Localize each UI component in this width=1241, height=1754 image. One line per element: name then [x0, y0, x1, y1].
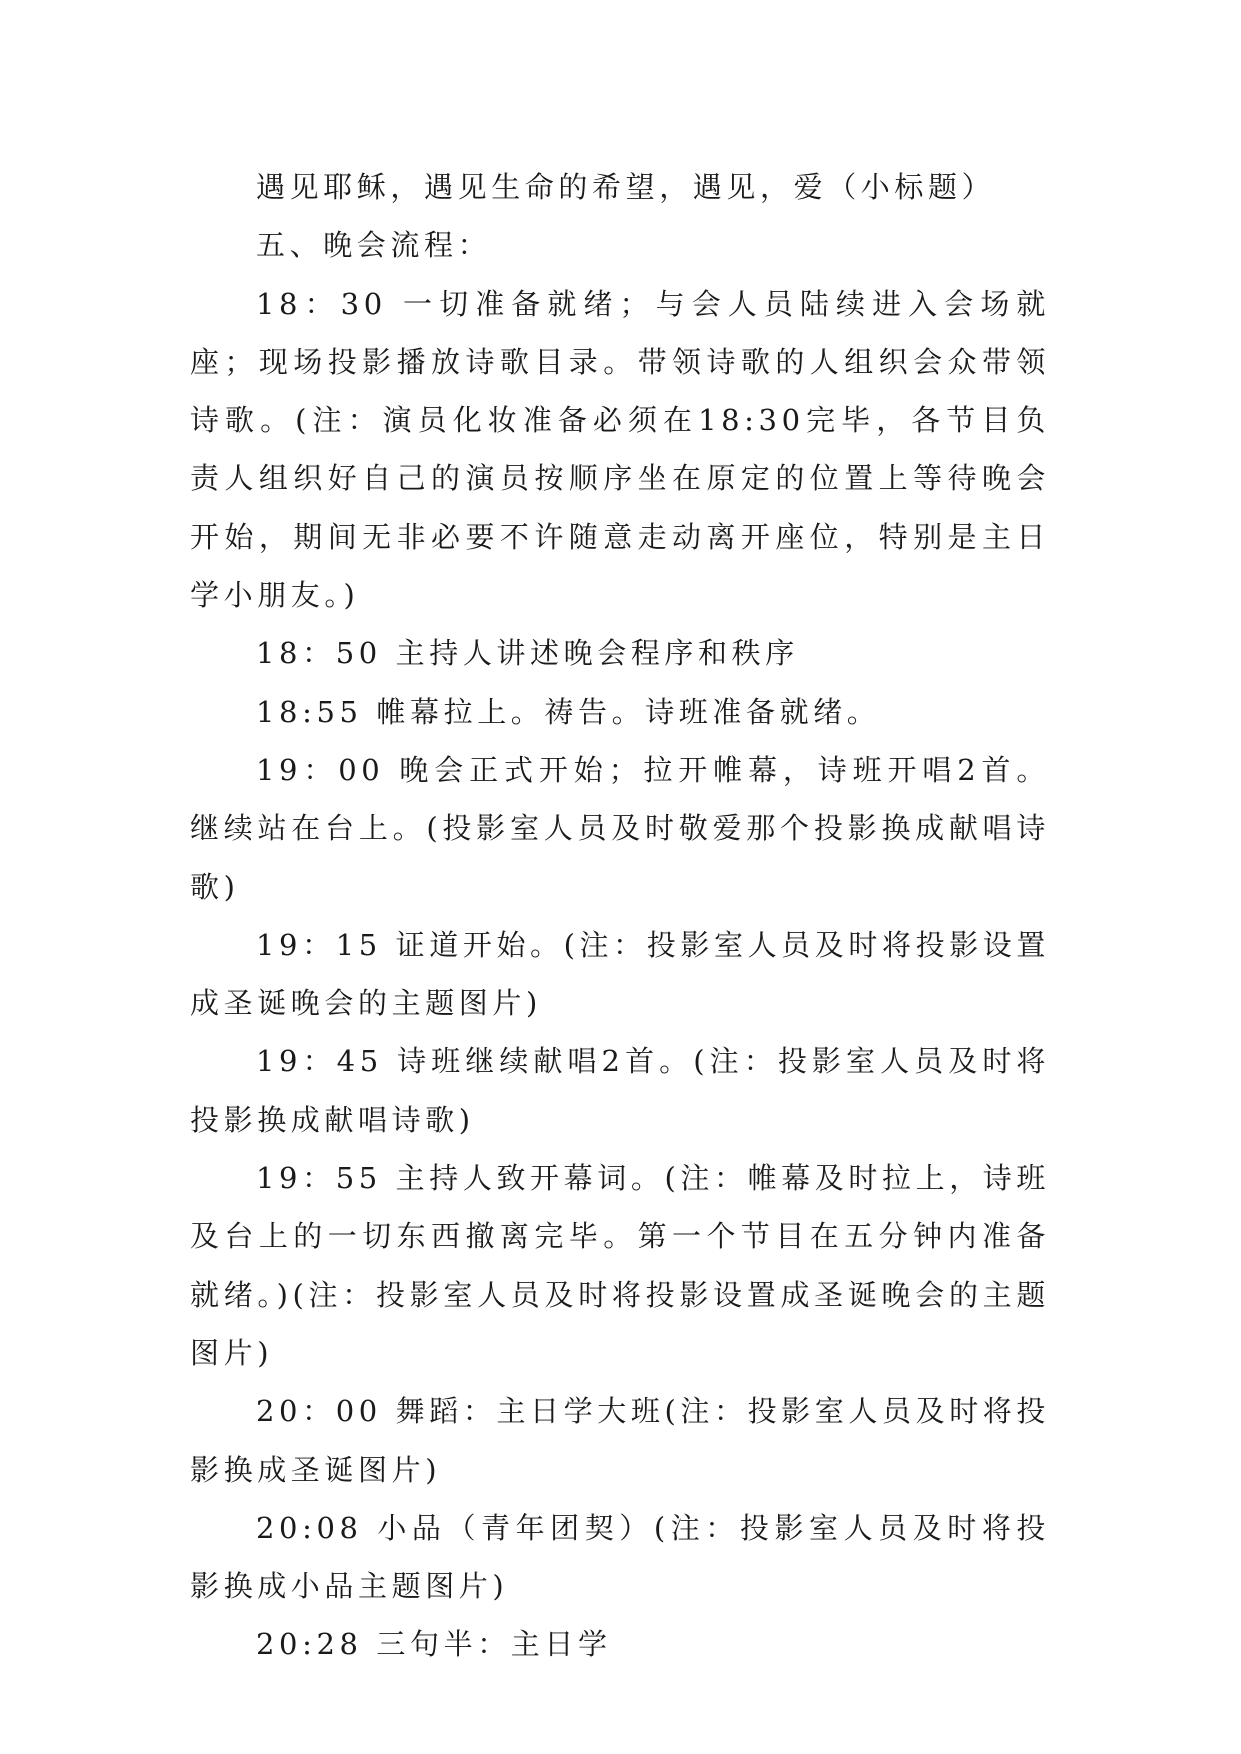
schedule-item: 19：00 晚会正式开始；拉开帷幕，诗班开唱2首。继续站在台上。(投影室人员及时敬爱那个投影换成献唱诗歌)	[190, 752, 1050, 904]
schedule-item: 19：15 证道开始。(注：投影室人员及时将投影设置成圣诞晚会的主题图片)	[190, 927, 1050, 1021]
schedule-item: 18:55 帷幕拉上。祷告。诗班准备就绪。	[256, 694, 881, 729]
schedule-item: 20：00 舞蹈：主日学大班(注：投影室人员及时将投影换成圣诞图片)	[190, 1394, 1050, 1487]
section-heading: 五、晚会流程：	[256, 228, 492, 263]
document-body	[190, 158, 1050, 1674]
subtitle-paragraph: 遇见耶稣，遇见生命的希望，遇见，爱（小标题）	[256, 170, 996, 204]
schedule-item: 18：30 一切准备就绪；与会人员陆续进入会场就座；现场投影播放诗歌目录。带领诗歌的人组织会众带领诗歌。(注：演员化妆准备必须在18:30完毕，各节目负责人组织好自己的演员按顺序坐在原定的位置上等待晚会开始，期间无非必要不许随意走动离开座位，特别是主日学小朋友。)	[190, 286, 1050, 613]
schedule-item: 18：50 主持人讲述晚会程序和秩序	[256, 636, 799, 671]
schedule-item: 19：45 诗班继续献唱2首。(注：投影室人员及时将投影换成献唱诗歌)	[190, 1044, 1050, 1137]
schedule-item: 20:28 三句半：主日学	[256, 1627, 612, 1662]
schedule-item: 20:08 小品（青年团契）(注：投影室人员及时将投影换成小品主题图片)	[190, 1510, 1050, 1604]
schedule-item: 19：55 主持人致开幕词。(注：帷幕及时拉上，诗班及台上的一切东西撤离完毕。第一个节目在五分钟内准备就绪。)(注：投影室人员及时将投影设置成圣诞晚会的主题图片)	[190, 1161, 1050, 1370]
